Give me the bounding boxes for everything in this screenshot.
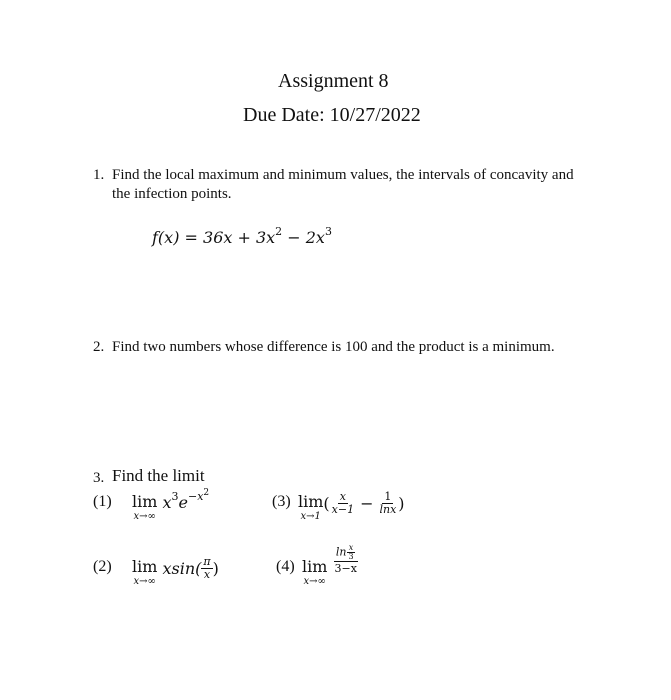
part-3-label: (3) xyxy=(272,493,291,510)
due-date: Due Date: 10/27/2022 xyxy=(243,104,421,126)
part-2-label: (2) xyxy=(93,558,112,575)
problem-3-number: 3. xyxy=(93,470,105,486)
problem-1-function: $f(x) = 36x + 3x^2 - 2x^3$ xyxy=(152,225,332,247)
problem-2-number: 2. xyxy=(93,339,105,355)
problem-2-text: Find two numbers whose difference is 100 and the product is a minimum. xyxy=(112,339,555,355)
part-4-label: (4) xyxy=(276,558,295,575)
part-2-expression: lim x→∞ xsin( $\frac{\pi}{x}$ ) xyxy=(132,555,219,587)
assignment-title: Assignment 8 xyxy=(278,70,389,92)
problem-3-text: Find the limit xyxy=(112,466,205,485)
problem-1-text-line2: the infection points. xyxy=(112,186,232,202)
limit-operator: lim x→1 xyxy=(298,492,324,522)
part-1-label: (1) xyxy=(93,493,112,510)
part-4-expression: lim x→∞ ln $\frac{x}{3}$ 3−x xyxy=(302,543,357,587)
part-1-expression: lim x→∞ $x^3e^{-x^2}$ xyxy=(132,488,210,522)
limit-operator: lim x→∞ xyxy=(132,492,158,522)
limit-operator: lim x→∞ xyxy=(302,557,328,587)
problem-1-text-line1: Find the local maximum and minimum values, the intervals of concavity and xyxy=(112,167,574,183)
part-3-expression: lim x→1 ( $\frac{x}{x-1}$ − $\frac{1}{\ln x}$ ) xyxy=(298,490,405,522)
problem-1-number: 1. xyxy=(93,167,105,183)
limit-operator: lim x→∞ xyxy=(132,557,158,587)
